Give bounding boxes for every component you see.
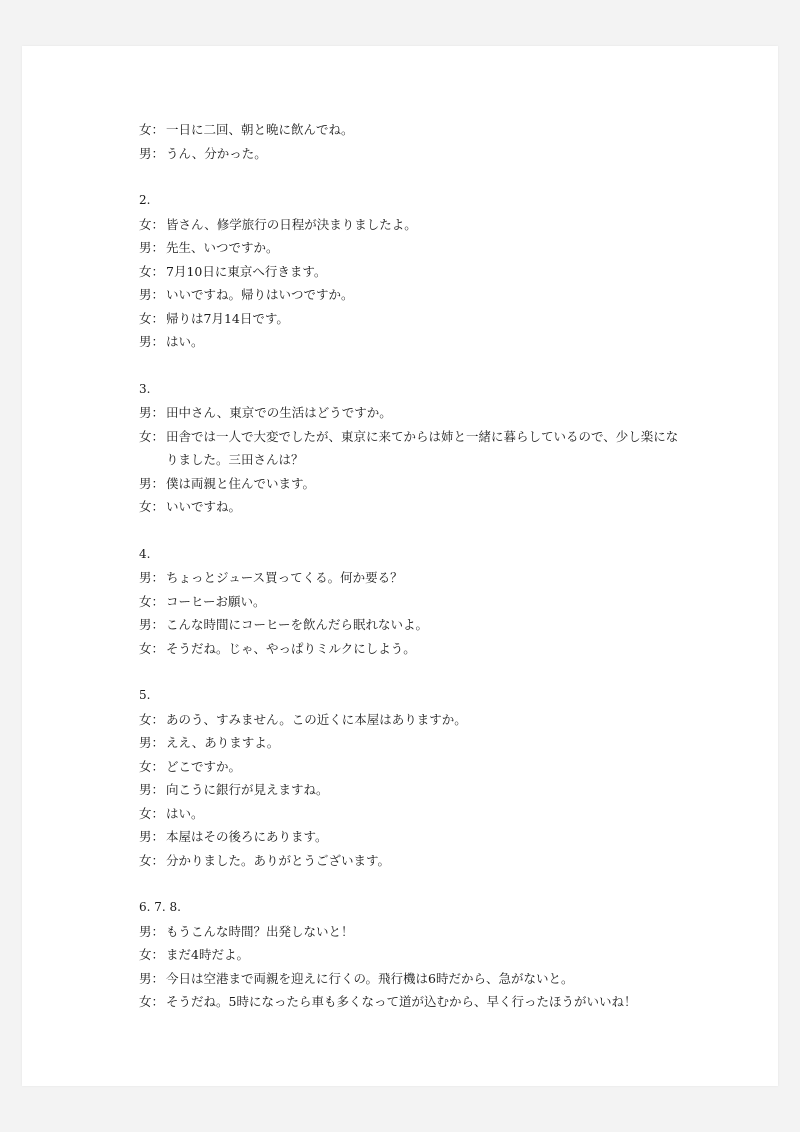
line-text: 本屋はその後ろにあります。	[166, 829, 328, 844]
line-text: まだ4時だよ。	[166, 947, 249, 962]
line-text: はい。	[166, 805, 204, 821]
line-text: 田中さん、東京での生活はどうですか。	[166, 405, 392, 420]
speaker-label: 女：	[139, 216, 165, 232]
speaker-label: 男：	[139, 475, 165, 491]
line-text: いいですね。	[166, 499, 242, 514]
speaker-label: 女：	[139, 947, 165, 962]
line-text: どこですか。	[166, 758, 242, 774]
speaker-label: 男：	[139, 923, 165, 939]
line-text: うん、分かった。	[166, 145, 267, 161]
dialogue-line	[139, 401, 679, 425]
line-text: コーヒーお願い。	[166, 593, 266, 609]
section-number: 6. 7. 8.	[139, 900, 181, 914]
dialogue-line	[139, 307, 679, 331]
line-text: ええ、ありますよ。	[166, 735, 280, 750]
speaker-label: 男：	[139, 617, 165, 632]
speaker-label: 女：	[139, 805, 165, 821]
section-number: 3.	[139, 381, 151, 396]
dialogue-section	[139, 189, 679, 354]
line-text: ちょっとジュース買ってくる。何か要る？	[166, 570, 403, 585]
dialogue-line	[139, 495, 679, 519]
dialogue-line	[139, 472, 679, 496]
speaker-label: 男：	[139, 735, 165, 750]
document-page	[22, 46, 778, 1086]
speaker-label: 男：	[139, 970, 165, 986]
speaker-label: 男：	[139, 145, 165, 161]
speaker-label: 男：	[139, 570, 165, 585]
line-text: もうこんな時間？出発しないと！	[166, 923, 354, 939]
dialogue-line	[139, 708, 679, 732]
line-text: こんな時間にコーヒーを飲んだら眠れないよ。	[166, 617, 429, 632]
dialogue-section	[139, 118, 679, 165]
dialogue-line	[139, 590, 679, 614]
speaker-label: 男：	[139, 334, 165, 349]
line-text: あのう、すみません。この近くに本屋はありますか。	[166, 711, 467, 727]
dialogue-line	[139, 920, 679, 944]
dialogue-line	[139, 213, 679, 237]
speaker-label: 男：	[139, 240, 165, 255]
dialogue-line	[139, 731, 679, 755]
speaker-label: 男：	[139, 782, 165, 797]
speaker-label: 女：	[139, 428, 165, 444]
speaker-label: 女：	[139, 994, 165, 1009]
line-text: 皆さん、修学旅行の日程が決まりましたよ。	[166, 216, 417, 232]
dialogue-section	[139, 543, 679, 661]
dialogue-line	[139, 425, 679, 472]
section-number: 5.	[139, 688, 151, 702]
dialogue-line	[139, 613, 679, 637]
line-text: そうだね。じゃ、やっぱりミルクにしよう。	[166, 640, 416, 656]
dialogue-line	[139, 967, 679, 991]
line-text: 一日に二回、朝と晩に飲んでね。	[166, 122, 354, 137]
speaker-label: 女：	[139, 711, 165, 727]
line-text: 今日は空港まで両親を迎えに行くの。飛行機は6時だから、急がないと。	[166, 970, 574, 986]
dialogue-line	[139, 943, 679, 967]
line-text: 分かりました。ありがとうございます。	[166, 852, 391, 868]
line-text: いいですね。帰りはいつですか。	[166, 287, 354, 302]
section-number: 2.	[139, 193, 151, 207]
speaker-label: 女：	[139, 263, 165, 279]
dialogue-line	[139, 849, 679, 873]
dialogue-line	[139, 118, 679, 142]
line-text: そうだね。5時になったら車も多くなって道が込むから、早く行ったほうがいいね！	[166, 994, 637, 1009]
dialogue-line	[139, 566, 679, 590]
line-text: 7月10日に東京へ行きます。	[166, 263, 327, 279]
dialogue-line	[139, 236, 679, 260]
dialogue-line	[139, 637, 679, 661]
line-text: 田舎では一人で大変でしたが、東京に来てからは姉と一緒に暮らしているので、少し楽になりました。三田さんは？	[166, 428, 679, 467]
speaker-label: 女：	[139, 499, 165, 514]
dialogue-line	[139, 142, 679, 166]
speaker-label: 女：	[139, 758, 165, 774]
dialogue-line	[139, 802, 679, 826]
speaker-label: 女：	[139, 852, 165, 868]
dialogue-line	[139, 825, 679, 849]
speaker-label: 女：	[139, 310, 165, 326]
speaker-label: 女：	[139, 640, 165, 656]
line-text: 僕は両親と住んでいます。	[166, 475, 316, 491]
speaker-label: 女：	[139, 593, 165, 609]
speaker-label: 男：	[139, 405, 165, 420]
dialogue-line	[139, 755, 679, 779]
dialogue-line	[139, 260, 679, 284]
dialogue-line	[139, 778, 679, 802]
line-text: 先生、いつですか。	[166, 240, 279, 255]
dialogue-section	[139, 896, 679, 1014]
speaker-label: 男：	[139, 829, 165, 844]
dialogue-section	[139, 378, 679, 519]
line-text: 帰りは7月14日です。	[166, 310, 289, 326]
transcript-content	[139, 118, 679, 1014]
speaker-label: 女：	[139, 122, 165, 137]
dialogue-line	[139, 330, 679, 354]
section-number: 4.	[139, 546, 151, 561]
dialogue-line	[139, 990, 679, 1014]
speaker-label: 男：	[139, 287, 165, 302]
line-text: はい。	[166, 334, 204, 349]
line-text: 向こうに銀行が見えますね。	[166, 782, 329, 797]
dialogue-line	[139, 283, 679, 307]
dialogue-section	[139, 684, 679, 872]
